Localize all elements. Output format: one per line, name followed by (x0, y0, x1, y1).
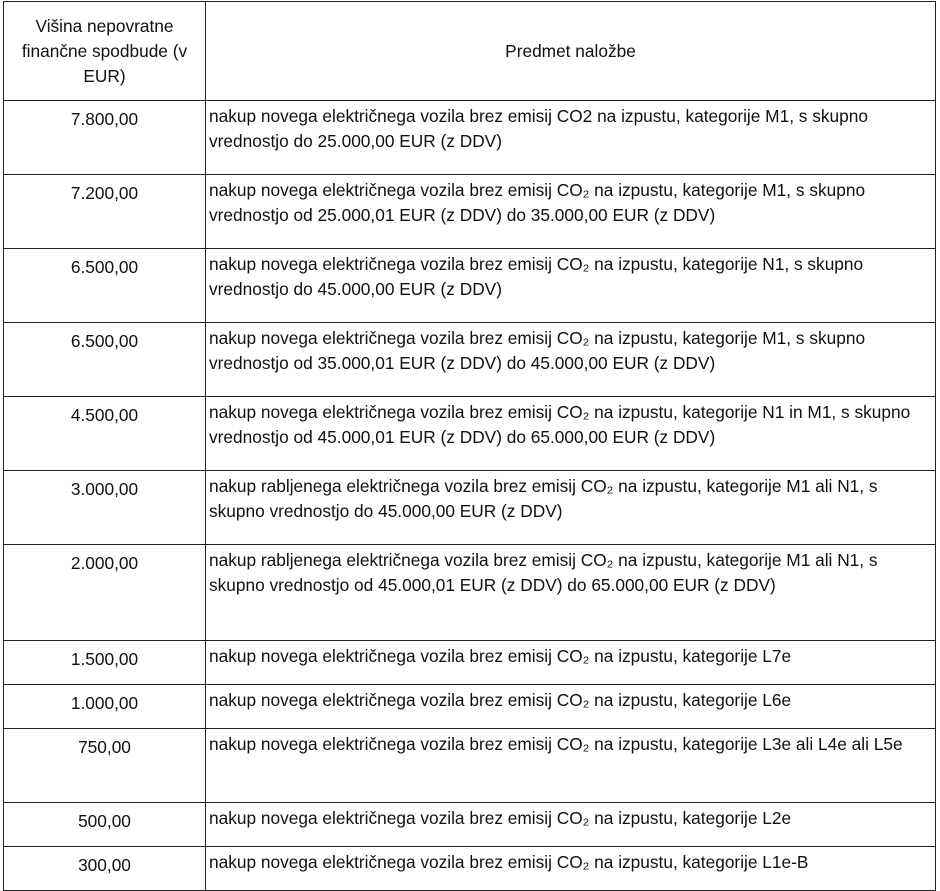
table-row (4, 323, 936, 397)
description-cell: nakup novega električnega vozila brez emisij CO₂ na izpustu, kategorije N1, s skupno vrednostjo do 45.000,00 EUR (z DDV) (206, 249, 936, 323)
description-cell: nakup novega električnega vozila brez emisij CO₂ na izpustu, kategorije L6e (206, 685, 936, 729)
amount-cell: 300,00 (4, 847, 206, 891)
amount-cell: 1.000,00 (4, 685, 206, 729)
amount-cell: 4.500,00 (4, 397, 206, 471)
description-cell: nakup novega električnega vozila brez emisij CO₂ na izpustu, kategorije M1, s skupno vrednostjo od 25.000,01 EUR (z DDV) do 35.000,00 EUR (z DDV) (206, 175, 936, 249)
description-cell: nakup novega električnega vozila brez emisij CO₂ na izpustu, kategorije L1e-B (206, 847, 936, 891)
table-row (4, 729, 936, 803)
amount-cell: 7.200,00 (4, 175, 206, 249)
description-cell: nakup novega električnega vozila brez emisij CO₂ na izpustu, kategorije M1, s skupno vrednostjo od 35.000,01 EUR (z DDV) do 45.000,00 EUR (z DDV) (206, 323, 936, 397)
amount-cell: 500,00 (4, 803, 206, 847)
table-row (4, 397, 936, 471)
header-amount: Višina nepovratne finančne spodbude (v EUR) (4, 2, 206, 101)
description-cell: nakup novega električnega vozila brez emisij CO₂ na izpustu, kategorije L3e ali L4e ali L5e (206, 729, 936, 803)
table-row (4, 175, 936, 249)
description-cell: nakup rabljenega električnega vozila brez emisij CO₂ na izpustu, kategorije M1 ali N1, s skupno vrednostjo do 45.000,00 EUR (z DDV) (206, 471, 936, 545)
amount-cell: 7.800,00 (4, 101, 206, 175)
description-cell: nakup novega električnega vozila brez emisij CO₂ na izpustu, kategorije N1 in M1, s skupno vrednostjo od 45.000,01 EUR (z DDV) do 65.000,00 EUR (z DDV) (206, 397, 936, 471)
table-row (4, 847, 936, 891)
amount-cell: 6.500,00 (4, 323, 206, 397)
amount-cell: 3.000,00 (4, 471, 206, 545)
amount-cell: 750,00 (4, 729, 206, 803)
table-row (4, 101, 936, 175)
subsidy-table (3, 1, 936, 891)
amount-cell: 2.000,00 (4, 545, 206, 641)
description-cell: nakup rabljenega električnega vozila brez emisij CO₂ na izpustu, kategorije M1 ali N1, s skupno vrednostjo od 45.000,01 EUR (z DDV) do 65.000,00 EUR (z DDV) (206, 545, 936, 641)
header-subject: Predmet naložbe (206, 2, 936, 101)
table-row (4, 249, 936, 323)
amount-cell: 1.500,00 (4, 641, 206, 685)
table-row (4, 803, 936, 847)
table-row (4, 471, 936, 545)
description-cell: nakup novega električnega vozila brez emisij CO₂ na izpustu, kategorije L7e (206, 641, 936, 685)
table-row (4, 685, 936, 729)
amount-cell: 6.500,00 (4, 249, 206, 323)
table-header-row (4, 2, 936, 101)
table-row (4, 641, 936, 685)
table-row (4, 545, 936, 641)
description-cell: nakup novega električnega vozila brez emisij CO₂ na izpustu, kategorije L2e (206, 803, 936, 847)
description-cell: nakup novega električnega vozila brez emisij CO2 na izpustu, kategorije M1, s skupno vrednostjo do 25.000,00 EUR (z DDV) (206, 101, 936, 175)
